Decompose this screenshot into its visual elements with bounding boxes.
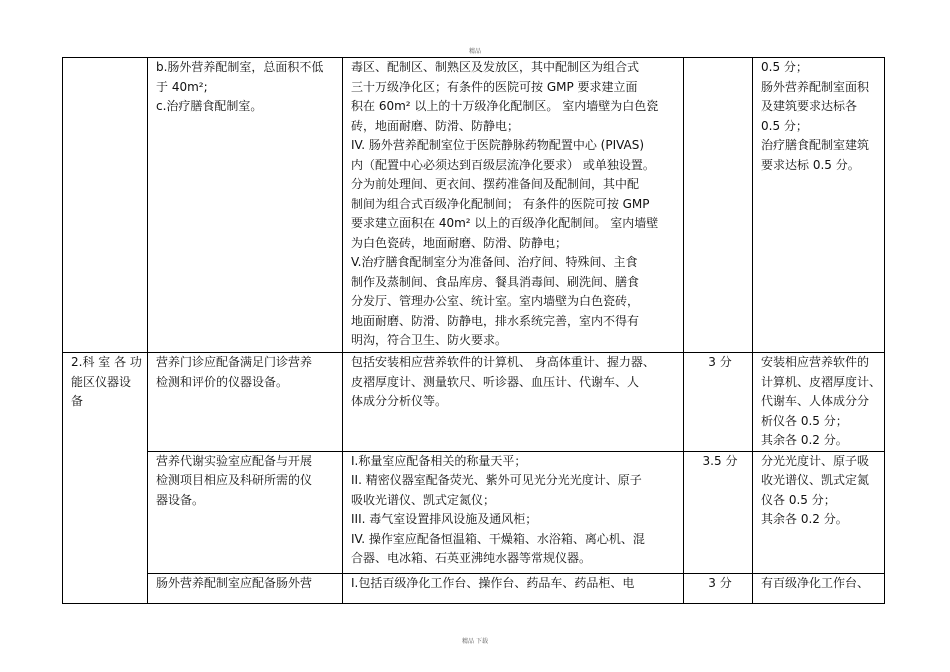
method-line: 制间为组合式百级净化配制间； 有条件的医院可按 GMP [351, 196, 650, 211]
method-line: I.包括百级净化工作台、操作台、药品车、药品柜、电 [351, 575, 635, 590]
standard-cell [148, 451, 343, 573]
criteria-line: 0.5 分； [761, 60, 808, 74]
criteria-line: 肠外营养配制室面积 [761, 79, 870, 94]
criteria-line: 0.5 分； [761, 118, 808, 133]
criteria-line: 计算机、皮褶厚度计、 [761, 374, 882, 389]
method-line: 吸收光谱仪、凯式定氮仪； [351, 492, 496, 507]
standard-line: 营养门诊应配备满足门诊营养 [156, 355, 313, 369]
method-line: 制作及蒸制间、食品库房、餐具消毒间、刷洗间、膳食 [351, 274, 640, 289]
method-line: 为白色瓷砖，地面耐磨、防滑、防静电； [351, 235, 568, 250]
method-cell [343, 451, 684, 573]
method-line: 分为前处理间、更衣间、摆药准备间及配制间，其中配 [351, 177, 640, 191]
method-line: II. 精密仪器室配备荧光、紫外可见光分光光度计、原子 [351, 473, 642, 487]
page-footer-mark: 精品 下载 [462, 638, 488, 645]
standard-cell [148, 573, 343, 603]
criteria-line: 代谢车、人体成分分 [761, 394, 870, 408]
method-line: 包括安装相应营养软件的计算机、 身高体重计、握力器、 [351, 355, 655, 369]
method-line: 地面耐磨、防滑、防静电，排水系统完善，室内不得有 [351, 313, 640, 328]
standard-line: 于 40m²; [156, 79, 208, 94]
criteria-line: 治疗膳食配制室建筑 [761, 138, 870, 152]
method-line: 明沟，符合卫生、防火要求。 [351, 333, 508, 347]
category-line: 能区仪器设 [71, 374, 132, 389]
standard-line: b.肠外营养配制室，总面积不低 [156, 60, 324, 74]
category-line: 备 [71, 394, 84, 408]
criteria-cell [753, 353, 885, 452]
method-line: 合器、电冰箱、石英亚沸纯水器等常规仪器。 [351, 551, 592, 565]
criteria-cell [753, 573, 885, 603]
criteria-line: 分光光度计、原子吸 [761, 453, 870, 468]
method-line: 分发厅、管理办公室、统计室。室内墙壁为白色瓷砖， [351, 294, 640, 308]
method-cell [343, 58, 684, 353]
score-cell: 3 分 [684, 353, 753, 452]
criteria-line: 及建筑要求达标各 [761, 99, 858, 113]
score-cell [684, 58, 753, 353]
standard-cell [148, 58, 343, 353]
method-cell [343, 573, 684, 603]
method-line: 积在 60m² 以上的十万级净化配制区。 室内墙壁为白色瓷 [351, 99, 659, 113]
standard-line: 器设备。 [156, 492, 205, 507]
method-line: 体成分分析仪等。 [351, 394, 448, 408]
score-cell: 3 分 [684, 573, 753, 603]
criteria-line: 有百级净化工作台、 [761, 575, 870, 590]
method-line: 三十万级净化区；有条件的医院可按 GMP 要求建立面 [351, 79, 638, 94]
standard-line: 检测项目相应及科研所需的仪 [156, 473, 313, 487]
category-line: 2.科 室 各 功 [71, 355, 142, 369]
criteria-line: 其余各 0.2 分。 [761, 433, 848, 447]
method-line: V.治疗膳食配制室分为准备间、治疗间、特殊间、主食 [351, 255, 638, 269]
criteria-line: 收光谱仪、凯式定氮 [761, 473, 870, 487]
standard-line: 营养代谢实验室应配备与开展 [156, 453, 313, 468]
criteria-cell [753, 58, 885, 353]
table-row [63, 573, 885, 603]
table-row [63, 353, 885, 452]
page-header-mark: 精品 [468, 48, 481, 55]
criteria-line: 仪各 0.5 分； [761, 492, 836, 507]
score-cell: 3.5 分 [684, 451, 753, 573]
method-line: III. 毒气室设置排风设施及通风柜； [351, 512, 538, 526]
criteria-line: 安装相应营养软件的 [761, 355, 870, 369]
standard-line: 检测和评价的仪器设备。 [156, 374, 289, 389]
criteria-line: 析仪各 0.5 分； [761, 413, 848, 428]
method-line: 皮褶厚度计、测量软尺、听诊器、血压计、代谢车、人 [351, 374, 640, 389]
method-line: 毒区、配制区、制熟区及发放区，其中配制区为组合式 [351, 60, 640, 74]
method-cell [343, 353, 684, 452]
method-line: 砖，地面耐磨、防滑、防静电； [351, 118, 520, 133]
method-line: 内（配置中心必须达到百级层流净化要求） 或单独设置。 [351, 157, 655, 172]
standard-line: 肠外营养配制室应配备肠外营 [156, 575, 313, 590]
method-line: 要求建立面积在 40m² 以上的百级净化配制间。 室内墙壁 [351, 216, 659, 230]
method-line: IV. 操作室应配备恒温箱、干燥箱、水浴箱、离心机、混 [351, 531, 645, 546]
category-cell [63, 353, 148, 604]
method-line: I.称量室应配备相关的称量天平； [351, 453, 527, 468]
criteria-line: 要求达标 0.5 分。 [761, 157, 860, 172]
table-row [63, 451, 885, 573]
criteria-line: 其余各 0.2 分。 [761, 512, 848, 526]
scoring-table [62, 57, 885, 604]
table-row [63, 58, 885, 353]
category-cell [63, 58, 148, 353]
method-line: IV. 肠外营养配制室位于医院静脉药物配置中心 (PIVAS) [351, 138, 645, 152]
standard-line: c.治疗膳食配制室。 [156, 99, 263, 113]
criteria-cell [753, 451, 885, 573]
standard-cell [148, 353, 343, 452]
